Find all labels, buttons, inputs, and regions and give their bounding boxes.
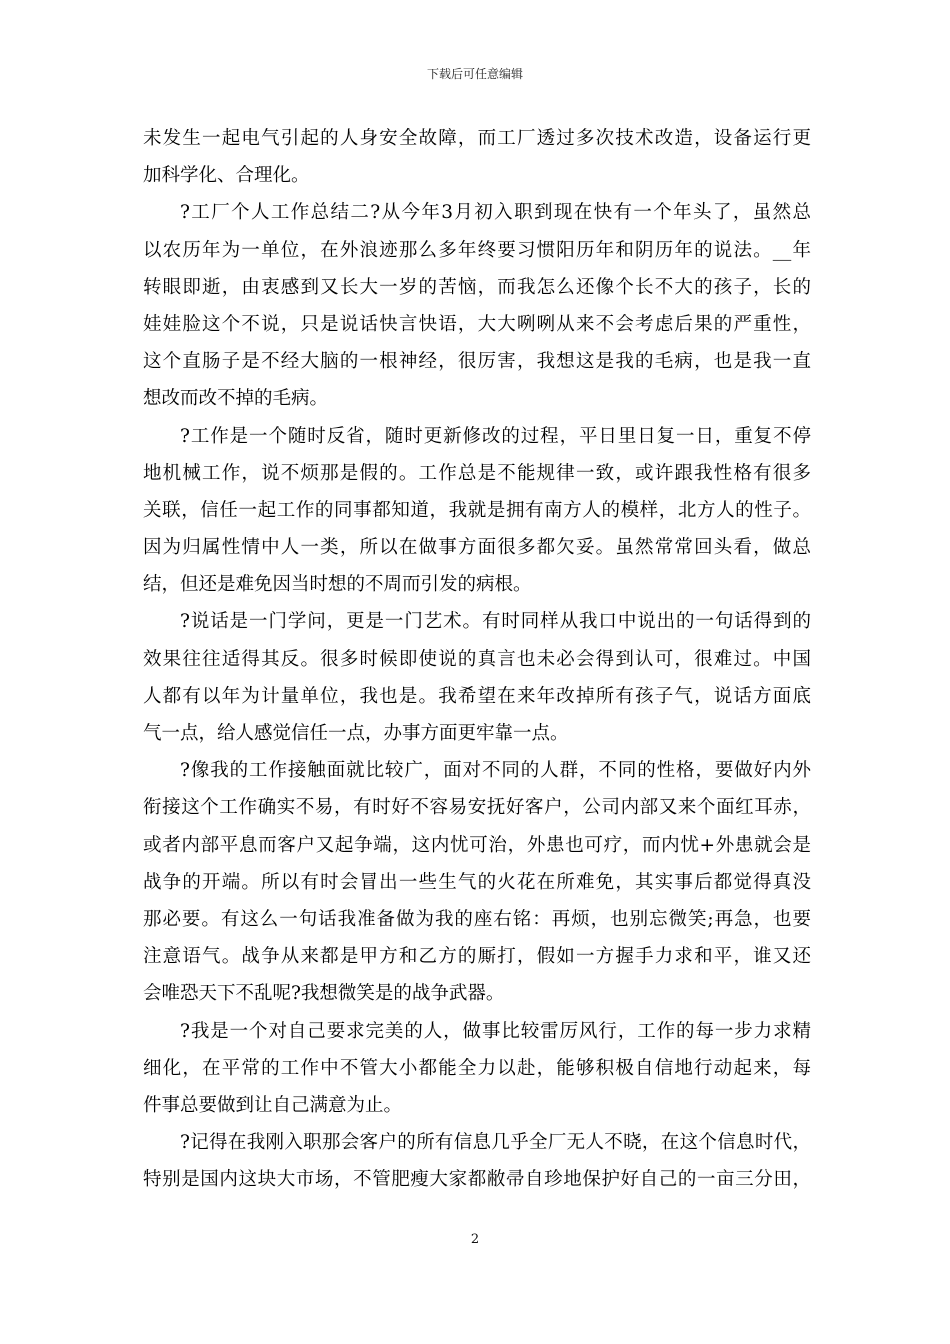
- text-line: 加科学化、合理化。: [143, 165, 310, 187]
- text-line: 特别是国内这块大市场，不管肥瘦大家都敝帚自珍地保护好自己的一亩三分田，: [143, 1169, 811, 1191]
- text-line: 地机械工作，说不烦那是假的。工作总是不能规律一致，或许跟我性格有很多: [143, 462, 811, 484]
- text-line: 或者内部平息而客户又起争端，这内忧可治，外患也可疗，而内忧+外患就会是: [143, 834, 811, 856]
- text-line: ?记得在我刚入职那会客户的所有信息几乎全厂无人不晓，在这个信息时代，: [180, 1132, 811, 1154]
- text-line: 结，但还是难免因当时想的不周而引发的病根。: [143, 574, 532, 596]
- text-line: 战争的开端。所以有时会冒出一些生气的火花在所难免，其实事后都觉得真没: [143, 871, 811, 893]
- text-line: 衔接这个工作确实不易，有时好不容易安抚好客户，公司内部又来个面红耳赤，: [143, 797, 811, 819]
- text-line: 那必要。有这么一句话我准备做为我的座右铭：再烦，也别忘微笑;再急，也要: [143, 908, 811, 930]
- text-line: ?工作是一个随时反省，随时更新修改的过程，平日里日复一日，重复不停: [180, 425, 811, 447]
- text-line: 娃娃脸这个不说，只是说话快言快语，大大咧咧从来不会考虑后果的严重性，: [143, 313, 811, 335]
- page-header: 下载后可任意编辑: [426, 67, 523, 81]
- text-line: 会唯恐天下不乱呢?我想微笑是的战争武器。: [143, 983, 505, 1005]
- text-line: 转眼即逝，由衷感到又长大一岁的苦恼，而我怎么还像个长不大的孩子，长的: [143, 276, 811, 298]
- page-number: 2: [470, 1232, 480, 1247]
- text-line: ?我是一个对自己要求完美的人，做事比较雷厉风行，工作的每一步力求精: [180, 1020, 811, 1042]
- text-line: ?说话是一门学问，更是一门艺术。有时同样从我口中说出的一句话得到的: [180, 611, 811, 633]
- text-line: 细化，在平常的工作中不管大小都能全力以赴，能够积极自信地行动起来，每: [143, 1057, 811, 1079]
- text-line: 气一点，给人感觉信任一点，办事方面更牢靠一点。: [143, 723, 569, 744]
- text-line: 因为归属性情中人一类，所以在做事方面很多都欠妥。虽然常常回头看，做总: [143, 537, 811, 559]
- text-line: 关联，信任一起工作的同事都知道，我就是拥有南方人的模样，北方人的性子。: [143, 499, 811, 521]
- text-line: 件事总要做到让自己满意为止。: [143, 1094, 403, 1116]
- text-line: ?像我的工作接触面就比较广，面对不同的人群，不同的性格，要做好内外: [180, 760, 811, 782]
- text-line: 人都有以年为计量单位，我也是。我希望在来年改掉所有孩子气，说话方面底: [143, 685, 811, 707]
- text-line: 这个直肠子是不经大脑的一根神经，很厉害，我想这是我的毛病，也是我一直: [143, 351, 811, 373]
- body-text: [143, 120, 811, 1198]
- text-line: 效果往往适得其反。很多时候即使说的真言也未必会得到认可，很难过。中国: [143, 648, 811, 670]
- text-line: ?工厂个人工作总结二?从今年3月初入职到现在快有一个年头了，虽然总: [180, 202, 811, 224]
- text-line: 想改而改不掉的毛病。: [143, 388, 329, 410]
- text-line: 未发生一起电气引起的人身安全故障，而工厂透过多次技术改造，设备运行更: [143, 128, 811, 149]
- text-line: 注意语气。战争从来都是甲方和乙方的厮打，假如一方握手力求和平，谁又还: [143, 946, 811, 968]
- text-line: 以农历年为一单位，在外浪迹那么多年终要习惯阳历年和阴历年的说法。__年: [143, 239, 811, 261]
